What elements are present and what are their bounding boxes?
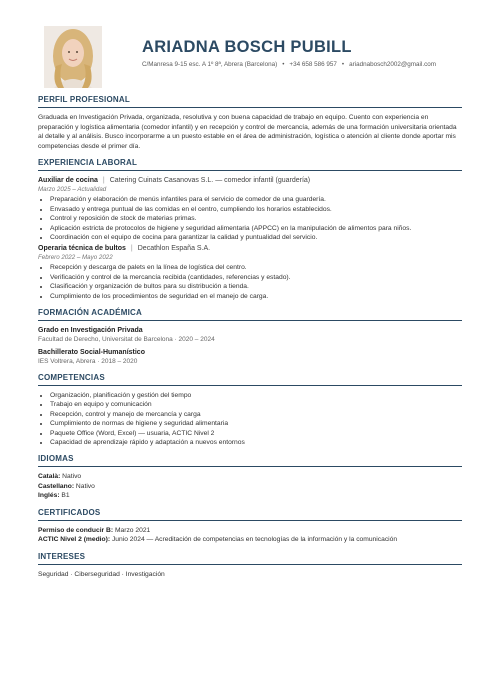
- certificate-detail: Junio 2024 — Acreditación de competencias en tecnologías de la información y la comunicación: [111, 536, 398, 544]
- phone-text: +34 658 586 957: [289, 61, 337, 68]
- address-text: C/Manresa 9-15 esc. A 1º 8ª, Abrera (Barcelona): [142, 61, 278, 68]
- language-level: Nativo: [75, 482, 95, 490]
- list-item: • Coordinación con el equipo de cocina para garantizar la calidad y puntualidad del servicio.: [50, 233, 462, 242]
- section-title-experience: EXPERIENCIA LABORAL: [38, 158, 462, 171]
- job-bullets: [38, 195, 462, 242]
- certificate-name: ACTIC Nivel 2 (medio):: [38, 536, 111, 544]
- section-title-skills: COMPETENCIAS: [38, 373, 462, 386]
- candidate-name: ARIADNA BOSCH PUBILL: [142, 38, 352, 56]
- certificate-name: Permiso de conducir B:: [38, 526, 114, 534]
- contact-separator: •: [341, 61, 345, 68]
- list-item: • Clasificación y organización de bultos para su distribución a tienda.: [50, 282, 462, 291]
- list-item: • Organización, planificación y gestión del tiempo: [50, 391, 462, 400]
- list-item: • Verificación y control de la mercancía recibida (cantidades, referencias y estado).: [50, 273, 462, 282]
- section-title-profile: PERFIL PROFESIONAL: [38, 95, 462, 108]
- job-entry: Auxiliar de cocina | Catering Cuinats Casanovas S.L. — comedor infantil (guardería) Marzo 2025 – Actualidad • Preparación y elaboración de menús infantiles para el servicio de comedor de una guardería. • Envasado y entrega puntual de las comidas en el centro, cumpliendo los horarios establecidos. • Control y reposición de stock de materias primas. • Aplicación estricta de protocolos de higiene y seguridad alimentaria (APPCC) en la manipulación de alimentos para niños. • Coordinación con el equipo de cocina para garantizar la calidad y puntualidad del servicio.: [38, 176, 462, 242]
- list-item: • Recepción, control y manejo de mercancía y carga: [50, 410, 462, 419]
- interests-section: [38, 552, 462, 580]
- language-level: B1: [61, 492, 70, 500]
- list-item: • Paquete Office (Word, Excel) — usuaria, ACTIC Nivel 2: [50, 429, 462, 438]
- section-title-education: FORMACIÓN ACADÉMICA: [38, 308, 462, 321]
- list-item: • Envasado y entrega puntual de las comidas en el centro, cumpliendo los horarios establecidos.: [50, 205, 462, 214]
- list-item: • Control y reposición de stock de materias primas.: [50, 214, 462, 223]
- experience-section: [38, 158, 462, 301]
- job-role: Auxiliar de cocina: [38, 177, 98, 185]
- profile-section: [38, 95, 462, 151]
- list-item: • Preparación y elaboración de menús infantiles para el servicio de comedor de una guardería.: [50, 195, 462, 204]
- profile-text: Graduada en Investigación Privada, organizada, resolutiva y con buena capacidad de trabajo en equipo. Cuento con experiencia en preparación y logística alimentaria (comedor infantil) y en recepción y control de mercancía, además de una formación universitaria orientada al detalle y al análisis. Busco incorporarme a un puesto estable en el área de administración, logística o atención al cliente donde aportar mis competencias desde el primer día.: [38, 114, 457, 150]
- section-title-interests: INTERESES: [38, 552, 462, 565]
- list-item: • Aplicación estricta de protocolos de higiene y seguridad alimentaria (APPCC) en la manipulación de alimentos para niños.: [50, 224, 462, 233]
- language-item: [38, 482, 462, 492]
- job-company: Decathlon España S.A.: [137, 245, 211, 253]
- interests-text: Seguridad · Ciberseguridad · Investigación: [38, 570, 165, 578]
- languages-section: [38, 454, 462, 501]
- resume-header: [38, 0, 462, 95]
- education-detail: Facultad de Derecho, Universitat de Barcelona · 2020 – 2024: [38, 336, 215, 344]
- job-company: Catering Cuinats Casanovas S.L. — comedor infantil (guardería): [109, 177, 311, 185]
- section-title-certificates: CERTIFICADOS: [38, 508, 462, 521]
- list-item: • Trabajo en equipo y comunicación: [50, 400, 462, 409]
- job-role: Operaria técnica de bultos: [38, 245, 126, 253]
- education-detail: IES Voltrera, Abrera · 2018 – 2020: [38, 358, 138, 366]
- language-item: [38, 491, 462, 501]
- job-bullets: [38, 263, 462, 301]
- skills-list: [38, 391, 462, 447]
- job-date: Febrero 2022 – Mayo 2022: [38, 254, 113, 262]
- education-degree: Bachillerato Social-Humanístico: [38, 349, 145, 357]
- profile-photo: [44, 26, 102, 88]
- contact-line: [142, 61, 436, 68]
- language-level: Nativo: [62, 473, 82, 481]
- language-item: [38, 472, 462, 482]
- section-title-languages: IDIOMAS: [38, 454, 462, 467]
- certificate-item: [38, 535, 462, 545]
- language-name: Català:: [38, 473, 61, 481]
- education-degree: Grado en Investigación Privada: [38, 327, 143, 335]
- certificates-section: [38, 508, 462, 545]
- education-section: [38, 308, 462, 366]
- language-name: Inglés:: [38, 492, 60, 500]
- list-item: • Cumplimiento de normas de higiene y seguridad alimentaria: [50, 419, 462, 428]
- email-link[interactable]: ariadnabosch2002@gmail.com: [349, 61, 436, 68]
- list-item: • Capacidad de aprendizaje rápido y adaptación a nuevos entornos: [50, 438, 462, 447]
- contact-separator: •: [282, 61, 285, 68]
- certificate-detail: Marzo 2021: [114, 526, 151, 534]
- job-entry: Operaria técnica de bultos | Decathlon España S.A. Febrero 2022 – Mayo 2022 • Recepción y descarga de palets en la línea de logística del centro. • Verificación y control de la mercancía recibida (cantidades, referencias y estado). • Clasificación y organización de bultos para su distribución a tienda. • Cumplimiento de los procedimientos de seguridad en el manejo de carga.: [38, 244, 462, 301]
- language-name: Castellano:: [38, 482, 75, 490]
- job-date: Marzo 2025 – Actualidad: [38, 186, 107, 194]
- list-item: • Cumplimiento de los procedimientos de seguridad en el manejo de carga.: [50, 292, 462, 301]
- skills-section: [38, 373, 462, 447]
- list-item: • Recepción y descarga de palets en la línea de logística del centro.: [50, 263, 462, 272]
- certificate-item: [38, 526, 462, 536]
